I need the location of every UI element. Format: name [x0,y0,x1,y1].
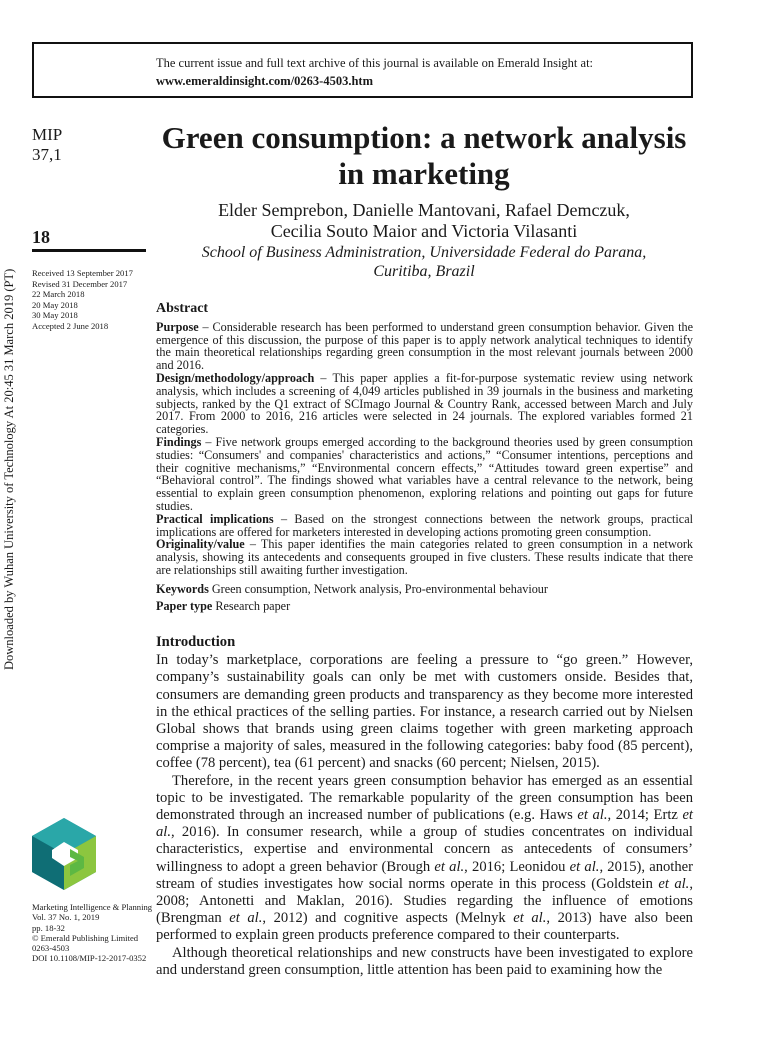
intro-paragraph [156,773,693,945]
pub-line: pp. 18-32 [32,922,65,933]
date-line: 22 March 2018 [32,289,85,300]
received-dates [32,268,133,332]
keywords-label: Keywords [156,581,209,596]
intro-text: , 2016; Leonidou [464,858,570,875]
date-line: Revised 31 December 2017 [32,278,128,289]
intro-text: , 2015), another stream of studies investigates how social norms operate in this process (Goldstein [156,858,693,892]
introduction-section [156,634,693,979]
abstract-heading: Abstract [156,301,209,316]
date-line: Received 13 September 2017 [32,268,133,278]
originality-text: – This paper identifies the main categories related to green consumption in a network analysis, showing its antecedents and consequents grouped in five clusters. These results indicate that there are relationships still awaiting further investigation. [156,537,693,577]
journal-abbrev: MIP [32,125,63,144]
page-number-rule [32,249,146,252]
banner-text: The current issue and full text archive of this journal is available on Emerald Insight at: [156,56,594,70]
design-label: Design/methodology/approach [156,370,315,385]
abstract-design [156,372,693,436]
etal-citation: et al. [658,875,690,892]
findings-text: – Five network groups emerged according to the background theories used by green consumption studies: “Consumers' and companies' characteristics and actions,” “Consumer intentions, perceptions and their cognitive mechanisms,” “Environmental concern effects,” “Attitudes toward green expertise” and “Behavioral control”. The findings showed what variables have a central relevance to the network, being essential to explain green consumption phenomenon, exploring relations and pointing out gaps for future studies. [156,434,693,513]
intro-paragraph: In today’s marketplace, corporations are feeling a pressure to “go green.” However, company’s sustainability goals can only be met with customers onside. Besides that, consumers are demanding green products and transparency as they become more interested in the ethical practices of the selling parties. For instance, a research carried out by Nielsen Global shows that brands using green claims together with green marketing approach comprise a majority of sales, measured in the following categories: baby food (85 percent), coffee (78 percent), tea (61 percent) and snacks (60 percent; Nielsen, 2015). [156,652,693,772]
abstract-practical [156,513,693,539]
abstract-originality [156,538,693,576]
paper-authors [160,200,688,242]
etal-citation: et al. [513,910,547,927]
pub-line: Marketing Intelligence & Planning [32,902,153,912]
authors-line: Elder Semprebon, Danielle Mantovani, Rafael Demczuk, [218,200,630,220]
keywords-text: Green consumption, Network analysis, Pro-environmental behaviour [208,581,548,596]
practical-label: Practical implications [156,511,274,526]
design-text: – This paper applies a fit-for-purpose systematic review using network analysis, which includes a screening of 4,049 articles published in 39 journals in the business and marketing subjects, ranked by the Q1 extract of SCImago Journal & Country Rank, accessed between March and July 2017. From 2000 to 2016, 216 articles were selected in 24 journals. The explored variables formed 21 categories. [156,370,693,437]
affiliation-line: Curitiba, Brazil [373,263,475,280]
date-line: 20 May 2018 [32,299,78,310]
intro-paragraph: Although theoretical relationships and new constructs have been investigated to explore and understand green consumption, little attention has been paid to examining how the [156,944,693,978]
originality-label: Originality/value [156,537,245,552]
intro-text: , 2016). In consumer research, while a group of studies concentrates on individual characteristics, expertise and environmental concern as antecedents of consumers’ willingness to adopt a green behavior (Brough [156,824,693,875]
paper-affiliation [160,243,688,281]
journal-volume: 37,1 [32,145,62,164]
abstract-section [156,303,693,612]
abstract-keywords [156,583,693,596]
pub-line: 0263-4503 [32,943,70,954]
findings-label: Findings [156,434,202,449]
journal-access-banner [32,42,693,98]
paper-title: Green consumption: a network analysis in marketing [161,120,687,191]
pub-line: DOI 10.1108/MIP-12-2017-0352 [32,953,147,964]
emerald-logo-icon [32,818,96,890]
download-watermark: Downloaded by Wuhan University of Technology At 20:45 31 March 2019 (PT) [2,268,16,670]
etal-citation: et al. [229,910,263,927]
date-line: 30 May 2018 [32,310,78,321]
purpose-text: – Considerable research has been performed to understand green consumption behavior. Given the emergence of this discussion, the purpose of this paper is to apply network analytical techniques to identify the main theoretical relationships regarding green consumption in the most relevant journals between 2000 and 2016. [156,319,693,373]
journal-code [32,125,62,165]
practical-text: – Based on the strongest connections between the network groups, practical implications are offered for marketers interested in developing actions promoting green consumption. [156,511,693,539]
pub-line: Vol. 37 No. 1, 2019 [32,912,100,923]
etal-citation: et al. [156,807,693,841]
introduction-heading: Introduction [156,634,236,650]
abstract-purpose [156,321,693,372]
banner-url[interactable]: www.emeraldinsight.com/0263-4503.htm [156,74,373,88]
intro-text: , 2014; Ertz [607,807,683,824]
papertype-label: Paper type [156,598,213,613]
intro-text: , 2013) have also been performed to explain green products preference compared to their counterparts. [156,910,693,944]
papertype-text: Research paper [212,598,291,613]
affiliation-line: School of Business Administration, Universidade Federal do Parana, [201,244,647,261]
etal-citation: et al. [434,858,465,875]
intro-text: Therefore, in the recent years green consumption behavior has emerged as an essential topic to be investigated. The remarkable popularity of the green consumption has been demonstrated through an increased number of publications (e.g. Haws [156,772,693,824]
intro-text: , 2012) and cognitive aspects (Melnyk [262,910,514,927]
publication-info [32,902,152,964]
pub-line: © Emerald Publishing Limited [32,932,139,943]
abstract-findings [156,436,693,513]
authors-line: Cecilia Souto Maior and Victoria Vilasanti [270,221,578,241]
intro-text: , 2008; Antonetti and Maklan, 2016). Studies regarding the influence of emotions (Brengman [156,875,693,927]
etal-citation: et al. [569,858,600,875]
page-number: 18 [32,227,50,247]
purpose-label: Purpose [156,319,199,334]
etal-citation: et al. [577,807,608,824]
abstract-paper-type [156,600,693,613]
date-line: Accepted 2 June 2018 [32,320,109,331]
